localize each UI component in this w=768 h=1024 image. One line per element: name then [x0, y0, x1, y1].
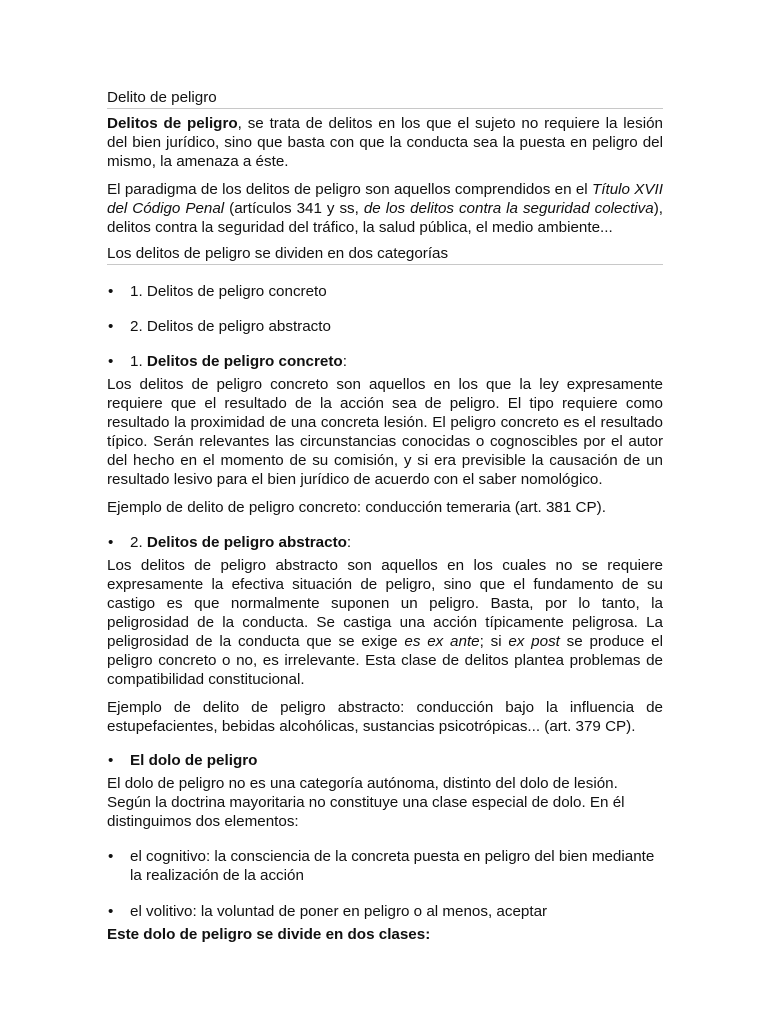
section2-heading-text: Delitos de peligro abstracto: [146, 534, 347, 551]
intro-paragraph: [107, 114, 663, 171]
dolo-element-volitivo: • el volitivo: la voluntad de poner en peligro o al menos, aceptar: [107, 902, 663, 921]
section2-italic-ex-post: ex post: [508, 633, 560, 650]
section1-example: Ejemplo de delito de peligro concreto: conducción temeraria (art. 381 CP).: [107, 499, 606, 516]
category-item-concreto: • 1. Delitos de peligro concreto: [107, 282, 663, 301]
section2-example: Ejemplo de delito de peligro abstracto: conducción bajo la influencia de estupefacientes, bebidas alcohólicas, sustancias psicotrópicas... (art. 379 CP).: [107, 699, 663, 735]
intro-text: , se trata de delitos en los que el sujeto no requiere la lesión del bien jurídico, sino que basta con que la conducta sea la puesta en peligro del mismo, la amenaza a éste.: [107, 115, 663, 170]
dolo-closing: [107, 925, 663, 944]
section2-body-c: se produce el peligro concreto o no, es irrelevante. Esta clase de delitos plantea problemas de compatibilidad constitucional.: [107, 633, 663, 688]
document-page: [107, 88, 663, 944]
section2-italic-ex-ante: es ex ante: [404, 633, 480, 650]
section2-colon: :: [346, 534, 352, 551]
paradigm-paragraph: [107, 180, 663, 237]
section2-number: 2.: [130, 534, 147, 551]
section1-body: Los delitos de peligro concreto son aquellos en los que la ley expresamente requiere que el resultado de la acción sea de peligro. El tipo requiere como resultado la proximidad de una concreta lesión. El peligro concreto es el resultado típico. Serán relevantes las circunstancias conocidas o cognoscibles por el autor del hecho en el momento de su comisión, y si era previsible la causación de un resultado lesivo para el bien jurídico de acuerdo con el saber nomológico.: [107, 376, 663, 488]
section2-body-b: ; si: [479, 633, 509, 650]
section1-heading-text: Delitos de peligro concreto: [146, 353, 343, 370]
section2-heading: [107, 533, 663, 552]
paradigm-text-1: El paradigma de los delitos de peligro son aquellos comprendidos en el: [107, 181, 592, 198]
dolo-heading-text: El dolo de peligro: [130, 752, 258, 769]
dolo-heading: [107, 751, 663, 770]
section1-colon: :: [342, 353, 347, 370]
document-title: Delito de peligro: [107, 88, 663, 109]
categories-intro: Los delitos de peligro se dividen en dos categorías: [107, 244, 663, 265]
section1-number: 1.: [130, 353, 147, 370]
category-item-abstracto: • 2. Delitos de peligro abstracto: [107, 317, 663, 336]
paradigm-text-3: ), delitos contra la seguridad del tráfico, la salud pública, el medio ambiente...: [107, 200, 663, 236]
section2-body: [107, 556, 663, 689]
paradigm-italic-1: Título XVII del Código Penal: [107, 181, 663, 217]
dolo-element-cognitivo: • el cognitivo: la consciencia de la concreta puesta en peligro del bien mediante la realización de la acción: [107, 847, 663, 885]
paradigm-italic-2: de los delitos contra la seguridad colectiva: [363, 200, 654, 217]
dolo-body: El dolo de peligro no es una categoría autónoma, distinto del dolo de lesión. Según la doctrina mayoritaria no constituye una clase especial de dolo. En él distinguimos dos elementos:: [107, 775, 625, 830]
section2-body-a: Los delitos de peligro abstracto son aquellos en los cuales no se requiere expresamente la efectiva situación de peligro, sino que el fundamento de su castigo es que normalmente suponen un peligro. Basta, por lo tanto, la peligrosidad de la conducta. Se castiga una acción típicamente peligrosa. La peligrosidad de la conducta que se exige: [107, 557, 663, 650]
intro-term: Delitos de peligro: [107, 115, 238, 132]
section1-heading: [107, 352, 663, 371]
paradigm-text-2: (artículos 341 y ss,: [224, 200, 364, 217]
dolo-closing-text: Este dolo de peligro se divide en dos clases:: [107, 926, 431, 943]
